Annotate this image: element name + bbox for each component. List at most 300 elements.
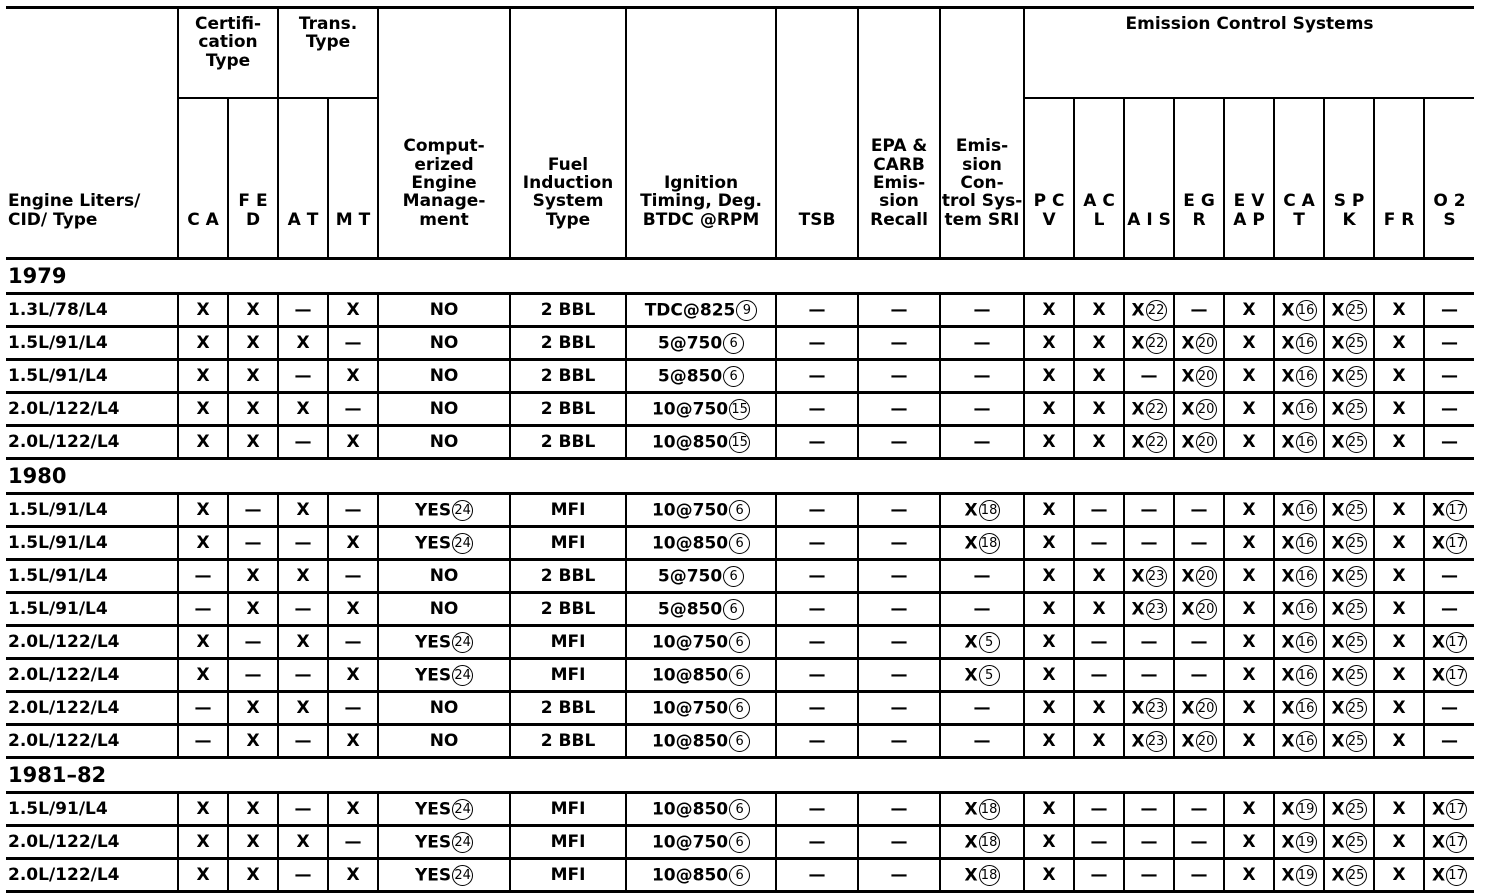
table-cell: X 16: [1274, 527, 1324, 560]
table-cell: 10@750 6: [626, 692, 776, 725]
engine-cell: 2.0L/122/L4: [6, 725, 178, 758]
footnote-marker: 16: [1296, 665, 1317, 686]
footnote-marker: 20: [1196, 333, 1217, 354]
footnote-marker: 17: [1446, 533, 1467, 554]
table-cell: X: [1374, 294, 1424, 327]
table-row: [6, 859, 1474, 892]
header-tsb: TSB: [776, 8, 858, 259]
header-fr: F R: [1374, 98, 1424, 259]
footnote-marker: 16: [1296, 366, 1317, 387]
table-cell: —: [328, 560, 378, 593]
table-cell: —: [858, 327, 940, 360]
table-cell: X 22: [1124, 393, 1174, 426]
footnote-marker: 6: [729, 632, 750, 653]
engine-cell: 2.0L/122/L4: [6, 393, 178, 426]
table-cell: —: [1424, 393, 1474, 426]
table-cell: X: [178, 494, 228, 527]
table-cell: X: [278, 494, 328, 527]
table-cell: X 25: [1324, 426, 1374, 459]
table-cell: —: [328, 626, 378, 659]
table-cell: —: [278, 793, 328, 826]
footnote-marker: 6: [723, 333, 744, 354]
table-cell: X: [1374, 593, 1424, 626]
table-cell: 2 BBL: [510, 725, 626, 758]
table-cell: X 16: [1274, 725, 1324, 758]
table-cell: X 5: [940, 626, 1024, 659]
table-cell: X 20: [1174, 393, 1224, 426]
footnote-marker: 17: [1446, 632, 1467, 653]
table-cell: 10@850 15: [626, 426, 776, 459]
table-cell: —: [858, 725, 940, 758]
table-cell: —: [1174, 626, 1224, 659]
table-cell: —: [278, 725, 328, 758]
table-row: [6, 659, 1474, 692]
table-cell: —: [1424, 294, 1474, 327]
table-cell: X: [178, 360, 228, 393]
table-cell: —: [776, 659, 858, 692]
header-engine: Engine Liters/ CID/ Type: [6, 8, 178, 259]
table-cell: X: [1224, 593, 1274, 626]
table-cell: X: [1024, 626, 1074, 659]
table-cell: X: [1024, 692, 1074, 725]
table-cell: —: [1424, 725, 1474, 758]
table-cell: X: [278, 393, 328, 426]
table-cell: —: [858, 494, 940, 527]
table-cell: X: [1224, 393, 1274, 426]
table-cell: X: [328, 725, 378, 758]
table-cell: —: [1124, 826, 1174, 859]
table-cell: X 25: [1324, 692, 1374, 725]
table-cell: 10@850 6: [626, 793, 776, 826]
footnote-marker: 20: [1196, 698, 1217, 719]
engine-cell: 1.3L/78/L4: [6, 294, 178, 327]
table-cell: X: [328, 426, 378, 459]
header-certification-type: Certifi- cation Type: [178, 8, 278, 99]
engine-cell: 2.0L/122/L4: [6, 826, 178, 859]
table-cell: —: [1174, 527, 1224, 560]
footnote-marker: 5: [979, 665, 1000, 686]
table-cell: X: [1024, 725, 1074, 758]
table-cell: 5@750 6: [626, 327, 776, 360]
table-cell: —: [858, 360, 940, 393]
table-cell: 10@750 15: [626, 393, 776, 426]
table-cell: X 20: [1174, 426, 1224, 459]
table-cell: X: [1224, 826, 1274, 859]
table-cell: X: [1024, 527, 1074, 560]
table-cell: X 16: [1274, 560, 1324, 593]
table-cell: —: [858, 692, 940, 725]
table-cell: —: [1124, 859, 1174, 892]
footnote-marker: 25: [1346, 832, 1367, 853]
table-cell: X 25: [1324, 826, 1374, 859]
table-body: [6, 259, 1474, 892]
table-cell: X: [1074, 360, 1124, 393]
footnote-marker: 23: [1146, 599, 1167, 620]
footnote-marker: 25: [1346, 366, 1367, 387]
table-cell: X 5: [940, 659, 1024, 692]
table-cell: X: [1074, 593, 1124, 626]
footnote-marker: 6: [723, 366, 744, 387]
table-cell: —: [1124, 494, 1174, 527]
table-cell: X: [1374, 725, 1424, 758]
footnote-marker: 15: [729, 399, 750, 420]
table-cell: X: [1374, 692, 1424, 725]
table-cell: X: [1224, 659, 1274, 692]
table-cell: —: [858, 527, 940, 560]
table-cell: —: [776, 826, 858, 859]
table-cell: —: [1124, 527, 1174, 560]
footnote-marker: 25: [1346, 399, 1367, 420]
table-cell: X: [1374, 426, 1424, 459]
table-cell: —: [858, 859, 940, 892]
table-cell: X 25: [1324, 327, 1374, 360]
table-cell: X 18: [940, 494, 1024, 527]
table-cell: X: [228, 426, 278, 459]
table-cell: X 20: [1174, 593, 1224, 626]
table-cell: —: [940, 327, 1024, 360]
table-cell: YES 24: [378, 659, 510, 692]
table-cell: —: [940, 692, 1024, 725]
table-cell: 2 BBL: [510, 327, 626, 360]
table-cell: X: [228, 393, 278, 426]
table-cell: —: [1124, 793, 1174, 826]
table-cell: X: [178, 826, 228, 859]
table-cell: X 16: [1274, 659, 1324, 692]
footnote-marker: 23: [1146, 566, 1167, 587]
table-cell: —: [1424, 593, 1474, 626]
engine-cell: 2.0L/122/L4: [6, 626, 178, 659]
table-cell: X: [1374, 626, 1424, 659]
table-cell: MFI: [510, 626, 626, 659]
table-row: [6, 626, 1474, 659]
footnote-marker: 25: [1346, 632, 1367, 653]
table-cell: —: [328, 826, 378, 859]
table-cell: X: [1024, 360, 1074, 393]
table-cell: X 23: [1124, 725, 1174, 758]
table-cell: 10@850 6: [626, 725, 776, 758]
table-cell: X: [1374, 659, 1424, 692]
table-cell: 10@850 6: [626, 527, 776, 560]
year-label: 1980: [6, 459, 1474, 494]
footnote-marker: 17: [1446, 799, 1467, 820]
table-cell: X: [228, 327, 278, 360]
table-cell: X 16: [1274, 626, 1324, 659]
table-cell: X: [228, 593, 278, 626]
table-cell: YES 24: [378, 859, 510, 892]
table-cell: X: [1224, 327, 1274, 360]
footnote-marker: 24: [452, 500, 473, 521]
footnote-marker: 6: [729, 832, 750, 853]
table-cell: —: [858, 593, 940, 626]
table-cell: —: [1174, 494, 1224, 527]
table-cell: YES 24: [378, 626, 510, 659]
table-cell: X 25: [1324, 294, 1374, 327]
table-cell: X: [228, 692, 278, 725]
table-cell: X: [178, 393, 228, 426]
table-cell: —: [858, 294, 940, 327]
header-ignition-timing: Ignition Timing, Deg. BTDC @RPM: [626, 8, 776, 259]
footnote-marker: 17: [1446, 865, 1467, 886]
table-cell: X: [1074, 725, 1124, 758]
table-cell: —: [1174, 294, 1224, 327]
table-cell: —: [858, 426, 940, 459]
footnote-marker: 22: [1146, 300, 1167, 321]
header-cat: C A T: [1274, 98, 1324, 259]
footnote-marker: 22: [1146, 399, 1167, 420]
table-cell: X 25: [1324, 494, 1374, 527]
footnote-marker: 25: [1346, 865, 1367, 886]
table-cell: X: [1224, 494, 1274, 527]
table-cell: X: [228, 360, 278, 393]
table-cell: —: [1124, 659, 1174, 692]
header-emission-sri: Emis- sion Con- trol Sys- tem SRI: [940, 8, 1024, 259]
footnote-marker: 16: [1296, 300, 1317, 321]
table-cell: —: [940, 426, 1024, 459]
table-row: [6, 725, 1474, 758]
footnote-marker: 6: [723, 566, 744, 587]
table-cell: X: [1024, 593, 1074, 626]
table-cell: —: [1424, 560, 1474, 593]
table-cell: —: [776, 294, 858, 327]
footnote-marker: 6: [729, 500, 750, 521]
table-cell: X 16: [1274, 593, 1324, 626]
year-label: 1979: [6, 259, 1474, 294]
engine-cell: 2.0L/122/L4: [6, 692, 178, 725]
table-cell: —: [178, 560, 228, 593]
table-cell: X: [178, 527, 228, 560]
table-cell: NO: [378, 393, 510, 426]
table-cell: —: [178, 692, 228, 725]
table-cell: X: [1224, 294, 1274, 327]
table-cell: X: [1074, 426, 1124, 459]
table-cell: X 25: [1324, 659, 1374, 692]
table-cell: YES 24: [378, 793, 510, 826]
footnote-marker: 17: [1446, 665, 1467, 686]
table-cell: X: [178, 859, 228, 892]
table-cell: X: [178, 659, 228, 692]
engine-cell: 2.0L/122/L4: [6, 659, 178, 692]
table-cell: —: [278, 859, 328, 892]
table-cell: X 25: [1324, 626, 1374, 659]
table-cell: X 25: [1324, 725, 1374, 758]
table-cell: —: [858, 626, 940, 659]
footnote-marker: 16: [1296, 432, 1317, 453]
table-cell: YES 24: [378, 826, 510, 859]
table-cell: X 22: [1124, 294, 1174, 327]
header-emission-control-systems: Emission Control Systems: [1024, 8, 1474, 99]
footnote-marker: 16: [1296, 731, 1317, 752]
footnote-marker: 6: [729, 799, 750, 820]
footnote-marker: 22: [1146, 333, 1167, 354]
header-ais: A I S: [1124, 98, 1174, 259]
table-cell: X 18: [940, 859, 1024, 892]
table-row: [6, 692, 1474, 725]
header-o2s: O 2 S: [1424, 98, 1474, 259]
table-cell: X 23: [1124, 560, 1174, 593]
table-cell: —: [1074, 494, 1124, 527]
table-cell: —: [1174, 859, 1224, 892]
header-ca: C A: [178, 98, 228, 259]
table-cell: TDC@825 9: [626, 294, 776, 327]
table-cell: NO: [378, 360, 510, 393]
table-cell: X: [178, 327, 228, 360]
footnote-marker: 24: [452, 865, 473, 886]
table-cell: X 20: [1174, 560, 1224, 593]
table-cell: X: [1224, 426, 1274, 459]
table-cell: X 25: [1324, 560, 1374, 593]
footnote-marker: 25: [1346, 333, 1367, 354]
engine-cell: 1.5L/91/L4: [6, 360, 178, 393]
table-cell: X: [1374, 494, 1424, 527]
table-cell: —: [776, 859, 858, 892]
header-evap: E V A P: [1224, 98, 1274, 259]
table-cell: X: [1024, 426, 1074, 459]
table-row: [6, 560, 1474, 593]
table-cell: X 16: [1274, 494, 1324, 527]
table-cell: —: [776, 560, 858, 593]
footnote-marker: 18: [979, 865, 1000, 886]
table-cell: X 16: [1274, 692, 1324, 725]
footnote-marker: 25: [1346, 500, 1367, 521]
footnote-marker: 6: [729, 731, 750, 752]
table-cell: X 17: [1424, 494, 1474, 527]
table-cell: X: [1074, 327, 1124, 360]
footnote-marker: 6: [729, 533, 750, 554]
footnote-marker: 5: [979, 632, 1000, 653]
table-cell: —: [858, 826, 940, 859]
footnote-marker: 20: [1196, 399, 1217, 420]
table-cell: —: [1174, 793, 1224, 826]
table-cell: X: [1224, 560, 1274, 593]
table-cell: —: [858, 793, 940, 826]
table-cell: —: [178, 593, 228, 626]
header-fed: F E D: [228, 98, 278, 259]
table-cell: 10@750 6: [626, 826, 776, 859]
footnote-marker: 25: [1346, 599, 1367, 620]
table-cell: X 20: [1174, 327, 1224, 360]
table-cell: MFI: [510, 826, 626, 859]
header-egr: E G R: [1174, 98, 1224, 259]
footnote-marker: 16: [1296, 500, 1317, 521]
year-row: [6, 758, 1474, 793]
table-cell: X: [178, 626, 228, 659]
table-cell: X: [328, 527, 378, 560]
table-cell: 2 BBL: [510, 560, 626, 593]
footnote-marker: 16: [1296, 566, 1317, 587]
footnote-marker: 16: [1296, 599, 1317, 620]
footnote-marker: 25: [1346, 566, 1367, 587]
table-cell: —: [278, 426, 328, 459]
table-cell: X 20: [1174, 692, 1224, 725]
table-cell: X: [1024, 560, 1074, 593]
year-row: [6, 259, 1474, 294]
footnote-marker: 20: [1196, 366, 1217, 387]
table-cell: X 17: [1424, 826, 1474, 859]
table-row: [6, 593, 1474, 626]
footnote-marker: 25: [1346, 799, 1367, 820]
table-cell: X: [1024, 793, 1074, 826]
table-cell: —: [278, 294, 328, 327]
table-cell: X 17: [1424, 527, 1474, 560]
table-cell: 2 BBL: [510, 426, 626, 459]
footnote-marker: 6: [723, 599, 744, 620]
footnote-marker: 19: [1296, 799, 1317, 820]
table-cell: X: [1374, 826, 1424, 859]
table-row: [6, 793, 1474, 826]
table-cell: X: [1074, 294, 1124, 327]
table-cell: —: [1074, 859, 1124, 892]
table-cell: X 25: [1324, 793, 1374, 826]
table-cell: —: [1074, 826, 1124, 859]
table-cell: X: [328, 360, 378, 393]
table-cell: 10@750 6: [626, 626, 776, 659]
footnote-marker: 25: [1346, 665, 1367, 686]
table-cell: X 25: [1324, 360, 1374, 393]
table-cell: —: [1074, 793, 1124, 826]
table-cell: —: [278, 593, 328, 626]
table-cell: NO: [378, 294, 510, 327]
table-cell: 2 BBL: [510, 692, 626, 725]
table-cell: —: [776, 426, 858, 459]
footnote-marker: 18: [979, 799, 1000, 820]
year-label: 1981–82: [6, 758, 1474, 793]
header-mt: M T: [328, 98, 378, 259]
table-cell: MFI: [510, 494, 626, 527]
table-cell: X: [1224, 859, 1274, 892]
table-cell: X: [1374, 527, 1424, 560]
table-cell: —: [1174, 826, 1224, 859]
table-cell: X: [1224, 725, 1274, 758]
table-cell: —: [1424, 327, 1474, 360]
table-cell: MFI: [510, 527, 626, 560]
table-cell: X: [278, 626, 328, 659]
table-cell: X 18: [940, 527, 1024, 560]
footnote-marker: 24: [452, 632, 473, 653]
table-cell: —: [178, 725, 228, 758]
table-cell: 2 BBL: [510, 393, 626, 426]
table-cell: X: [1224, 793, 1274, 826]
table-cell: —: [940, 560, 1024, 593]
table-cell: YES 24: [378, 494, 510, 527]
table-cell: —: [858, 560, 940, 593]
table-cell: X: [1024, 659, 1074, 692]
table-cell: NO: [378, 593, 510, 626]
table-cell: X: [1074, 692, 1124, 725]
footnote-marker: 25: [1346, 533, 1367, 554]
table-cell: MFI: [510, 793, 626, 826]
table-cell: X: [1024, 859, 1074, 892]
engine-cell: 1.5L/91/L4: [6, 560, 178, 593]
table-cell: —: [278, 659, 328, 692]
table-cell: —: [858, 393, 940, 426]
table-cell: X: [1074, 560, 1124, 593]
engine-cell: 1.5L/91/L4: [6, 793, 178, 826]
header-epa-carb-recall: EPA & CARB Emis- sion Recall: [858, 8, 940, 259]
table-cell: X: [278, 327, 328, 360]
table-cell: —: [228, 527, 278, 560]
table-cell: —: [1074, 527, 1124, 560]
table-cell: —: [776, 725, 858, 758]
table-row: [6, 393, 1474, 426]
footnote-marker: 22: [1146, 432, 1167, 453]
table-cell: X: [278, 826, 328, 859]
footnote-marker: 16: [1296, 632, 1317, 653]
table-cell: X: [1374, 859, 1424, 892]
table-cell: X 20: [1174, 360, 1224, 393]
table-cell: —: [940, 360, 1024, 393]
table-cell: X: [1224, 692, 1274, 725]
footnote-marker: 17: [1446, 832, 1467, 853]
